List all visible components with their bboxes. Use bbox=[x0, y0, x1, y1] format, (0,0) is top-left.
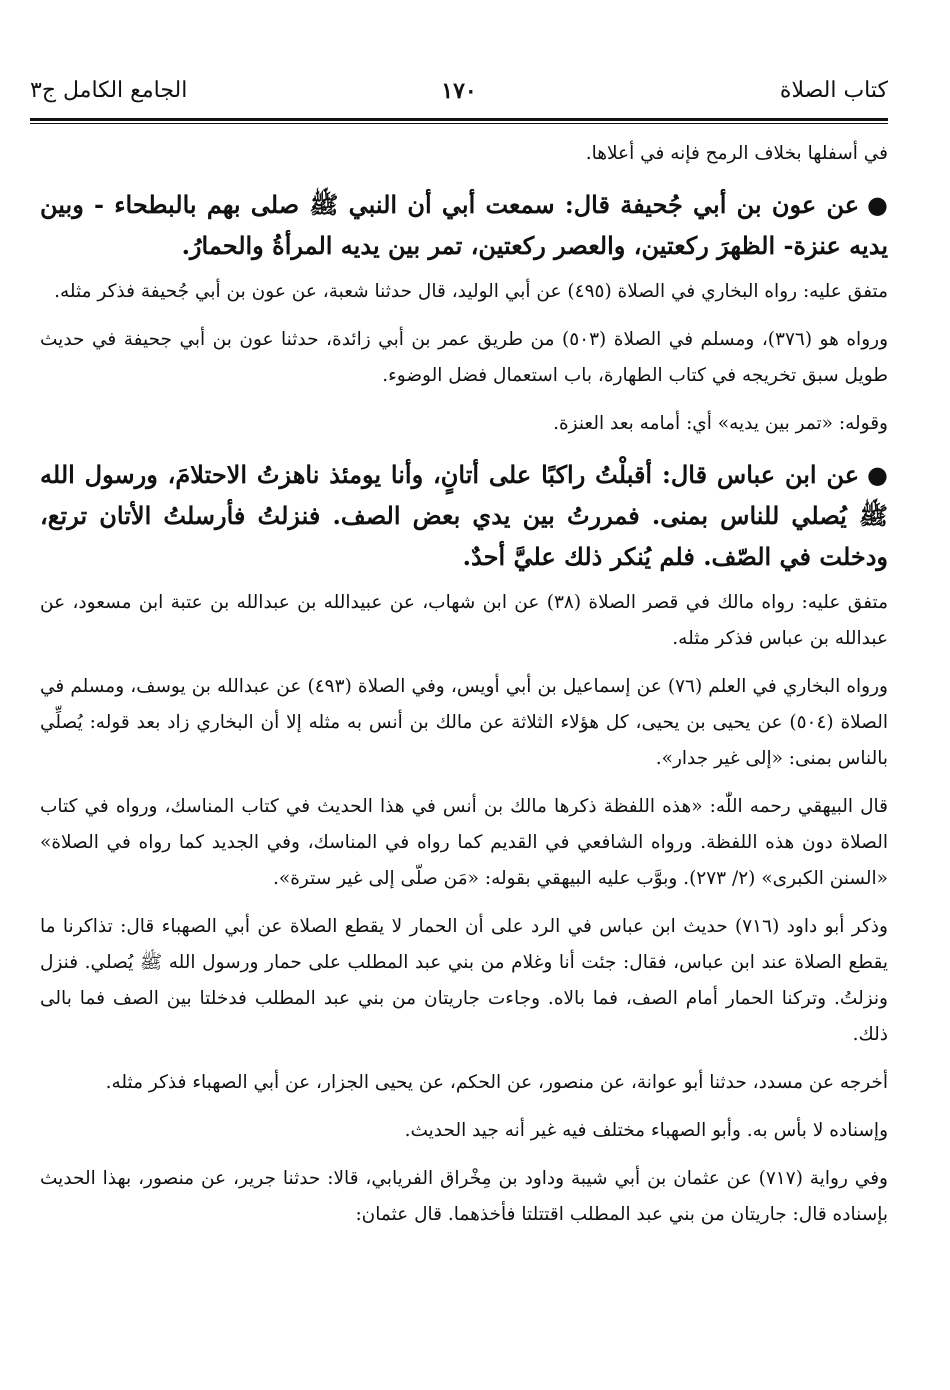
header-rule-thin bbox=[30, 123, 888, 124]
page-body bbox=[40, 136, 888, 1245]
hadith-text bbox=[40, 184, 888, 266]
commentary-paragraph: قال البيهقي رحمه اللّٰه: «هذه اللفظة ذكرها مالك بن أنس في هذا الحديث في كتاب المناسك، ورواه في كتاب الصلاة دون هذه اللفظة. ورواه الشافعي في القديم كما رواه في المناسك، وفي الجديد كما رواه في الصلاة» «السنن الكبرى» (٢/ ٢٧٣). وبوَّب عليه البيهقي بقوله: «مَن صلّى إلى غير سترة». bbox=[40, 796, 888, 889]
book-title: الجامع الكامل ج٣ bbox=[30, 78, 188, 103]
chapter-title: كتاب الصلاة bbox=[779, 78, 888, 103]
bullet-icon: ● bbox=[867, 190, 888, 219]
commentary-paragraph: متفق عليه: رواه البخاري في الصلاة (٤٩٥) عن أبي الوليد، قال حدثنا شعبة، عن عون بن أبي جُحيفة فذكر مثله. bbox=[54, 281, 888, 302]
commentary-paragraph: في أسفلها بخلاف الرمح فإنه في أعلاها. bbox=[585, 143, 888, 164]
commentary-paragraph: ورواه البخاري في العلم (٧٦) عن إسماعيل بن أبي أويس، وفي الصلاة (٤٩٣) عن عبدالله بن يوسف، ومسلم في الصلاة (٥٠٤) عن يحيى بن يحيى، كل هؤلاء الثلاثة عن مالك بن أنس به مثله إلا أن البخاري زاد بعد قوله: يُصلِّي بالناس بمنى: «إلى غير جدار». bbox=[40, 676, 888, 769]
commentary-paragraph: وإسناده لا بأس به. وأبو الصهباء مختلف فيه غير أنه جيد الحديث. bbox=[404, 1120, 888, 1141]
commentary-paragraph: وقوله: «تمر بين يديه» أي: أمامه بعد العنزة. bbox=[553, 413, 888, 434]
hadith-text bbox=[40, 454, 888, 577]
commentary-paragraph: متفق عليه: رواه مالك في قصر الصلاة (٣٨) عن ابن شهاب، عن عبيدالله بن عبدالله بن عتبة ابن مسعود، عن عبدالله بن عباس فذكر مثله. bbox=[40, 592, 888, 649]
hadith-body: عن عون بن أبي جُحيفة قال: سمعت أبي أن النبي ﷺ صلى بهم بالبطحاء - وبين يديه عنزة- الظهرَ ركعتين، والعصر ركعتين، تمر بين يديه المرأةُ والحمارُ. bbox=[40, 190, 888, 260]
commentary-paragraph: وذكر أبو داود (٧١٦) حديث ابن عباس في الرد على أن الحمار لا يقطع الصلاة عن أبي الصهباء قال: تذاكرنا ما يقطع الصلاة عند ابن عباس، فقال: جئت أنا وغلام من بني عبد المطلب على حمار ورسول الله ﷺ يُصلي. فنزل ونزلتُ. وتركنا الحمار أمام الصف، فما بالاه. وجاءت جاريتان من بني عبد المطلب فدخلتا بين الصف فما بالى ذلك. bbox=[40, 916, 888, 1045]
hadith-body: عن ابن عباس قال: أقبلْتُ راكبًا على أتانٍ، وأنا يومئذ ناهزتُ الاحتلامَ، ورسول الله ﷺ يُصلي للناس بمنى. فمررتُ بين يدي بعض الصف. فنزلتُ فأرسلتُ الأتان ترتع، ودخلت في الصّف. فلم يُنكر ذلك عليَّ أحدٌ. bbox=[40, 460, 888, 571]
commentary-paragraph: ورواه هو (٣٧٦)، ومسلم في الصلاة (٥٠٣) من طريق عمر بن أبي زائدة، حدثنا عون بن أبي جحيفة في حديث طويل سبق تخريجه في كتاب الطهارة، باب استعمال فضل الوضوء. bbox=[40, 329, 888, 386]
bullet-icon: ● bbox=[867, 460, 888, 489]
page-header bbox=[30, 76, 888, 116]
commentary-paragraph: وفي رواية (٧١٧) عن عثمان بن أبي شيبة وداود بن مِخْراق الفريابي، قالا: حدثنا جرير، عن منصور، بهذا الحديث بإسناده قال: جاريتان من بني عبد المطلب اقتتلتا فأخذهما. قال عثمان: bbox=[40, 1168, 888, 1225]
page-number: ١٧٠ bbox=[441, 78, 477, 104]
header-rule bbox=[30, 118, 888, 121]
commentary-paragraph: أخرجه عن مسدد، حدثنا أبو عوانة، عن منصور، عن الحكم، عن يحيى الجزار، عن أبي الصهباء فذكر مثله. bbox=[105, 1072, 888, 1093]
